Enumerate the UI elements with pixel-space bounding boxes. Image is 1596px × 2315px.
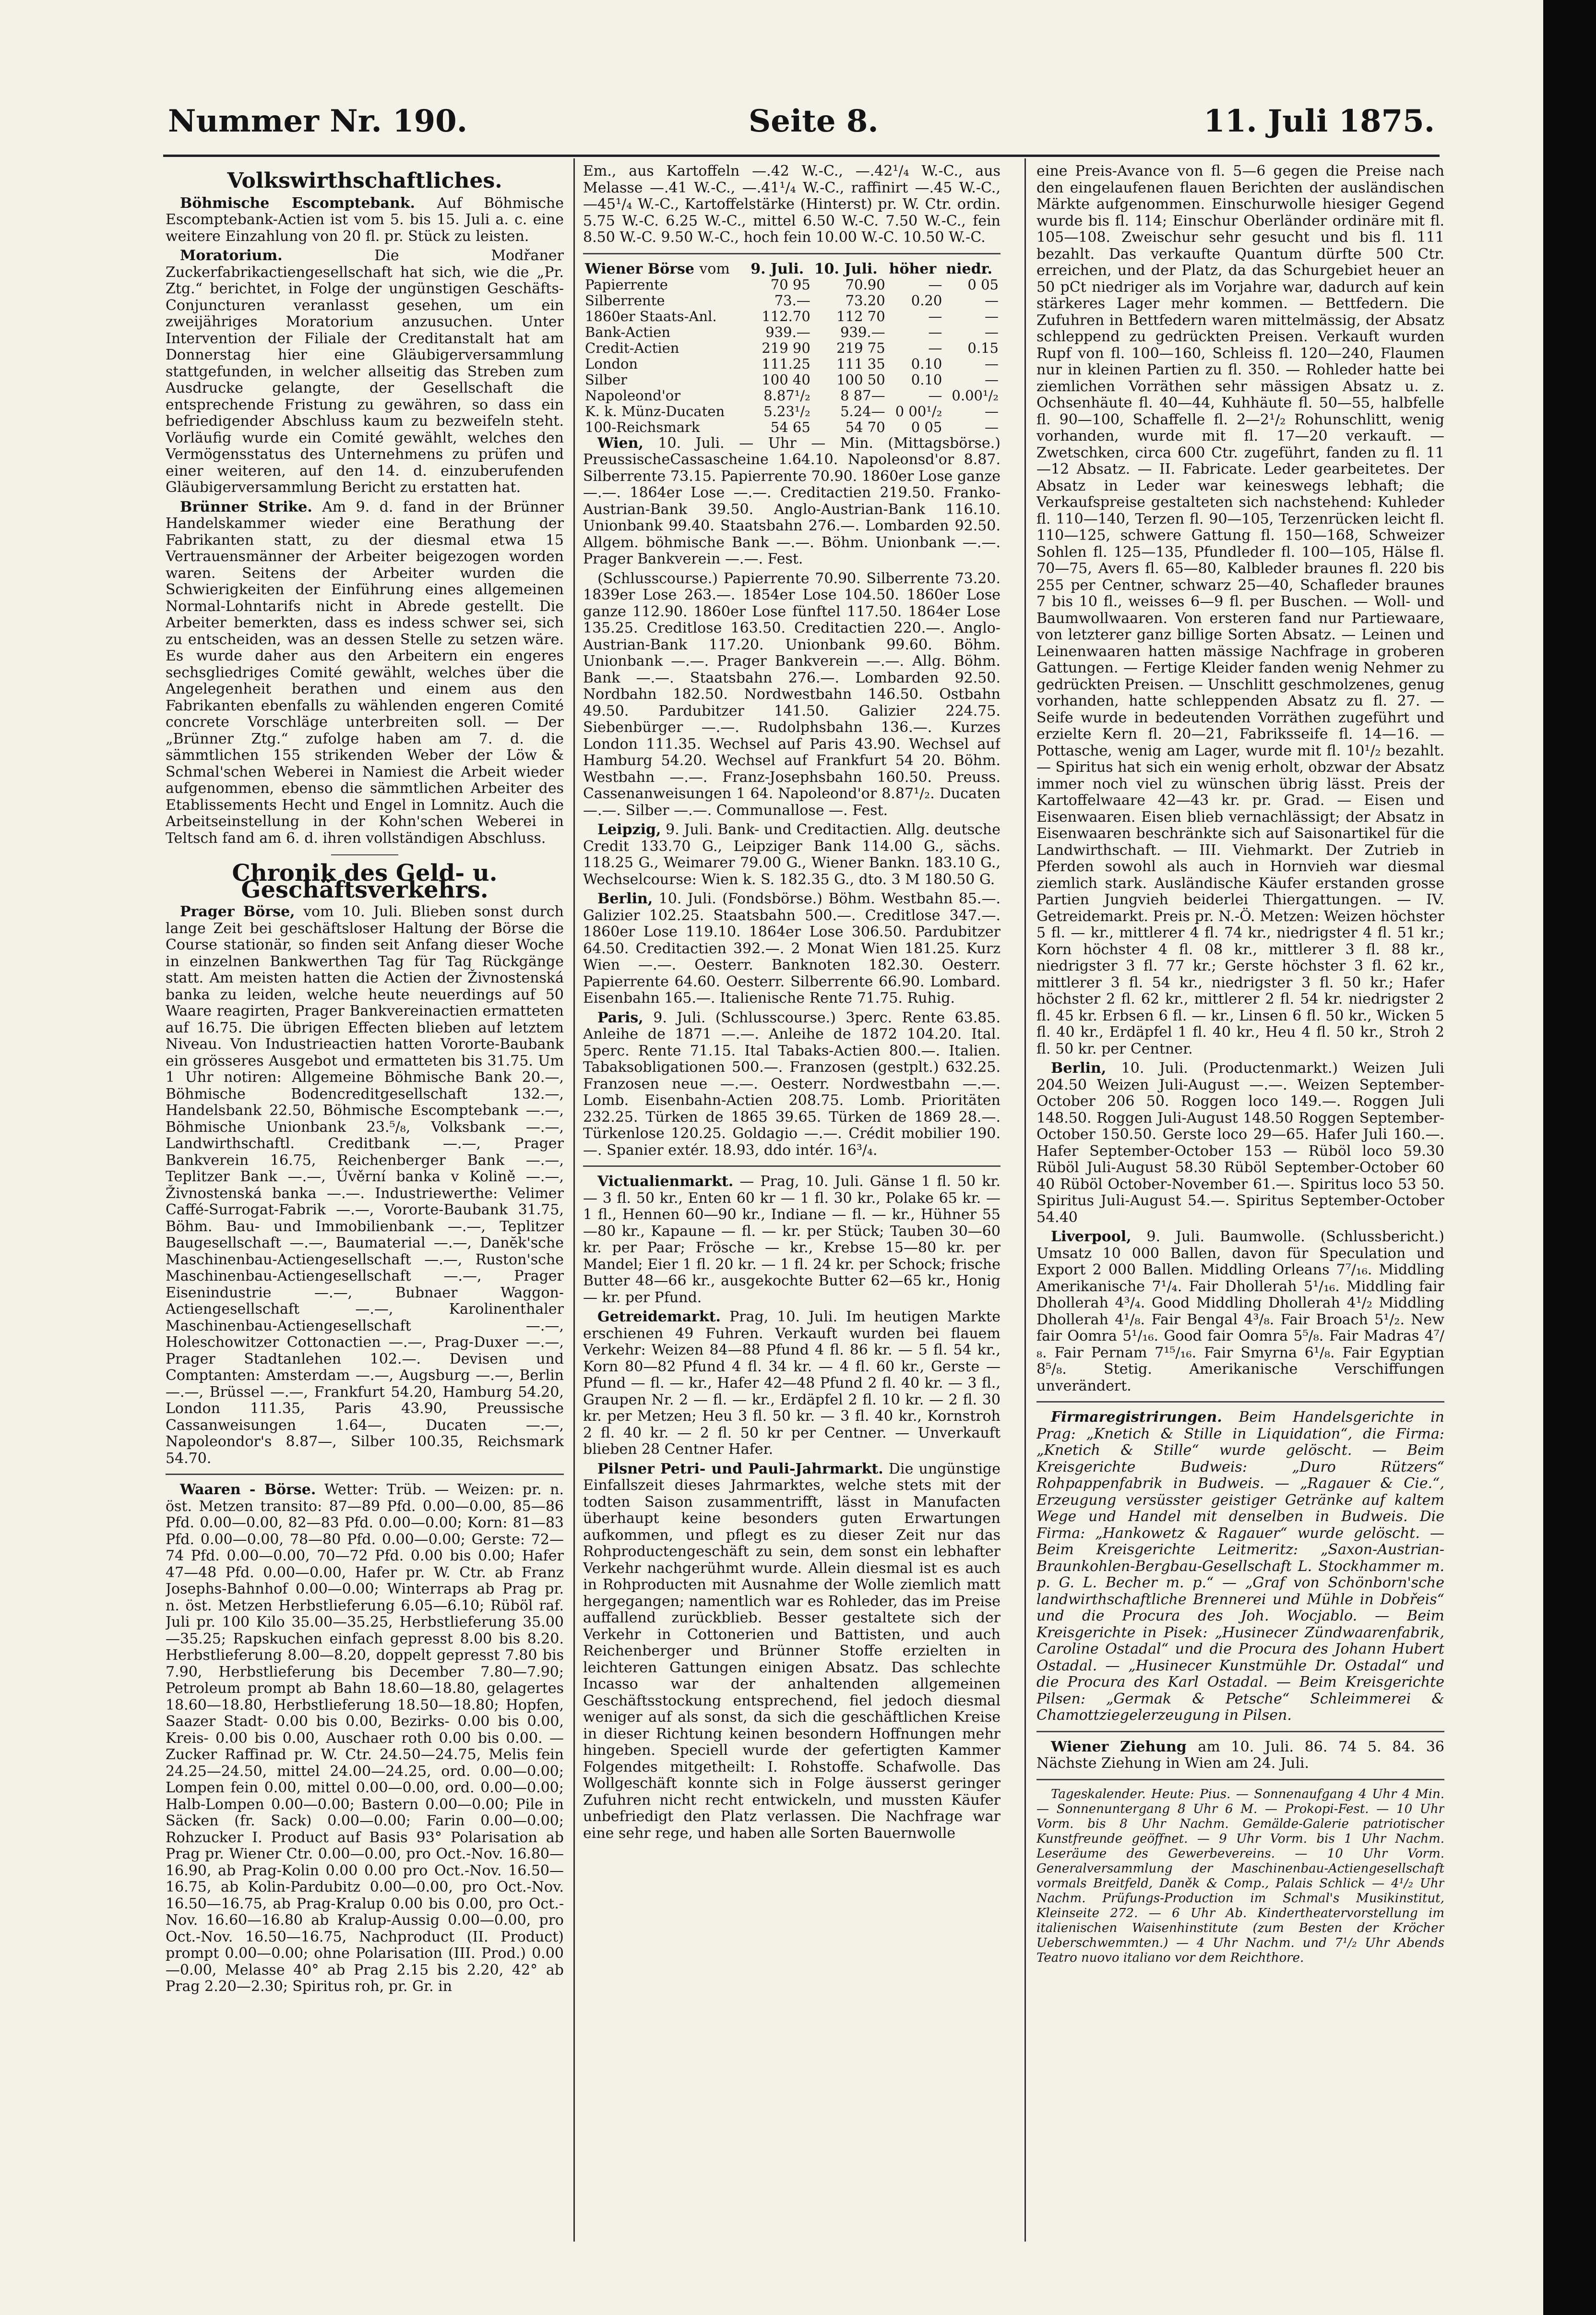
table-cell: 73.20 <box>845 292 885 309</box>
divider <box>1036 1401 1444 1403</box>
article-bruenner-strike <box>166 499 564 847</box>
article-lead: Waaren - Börse. <box>180 1481 316 1498</box>
article-leipzig <box>583 822 1000 888</box>
table-cell: 5.23¹/₂ <box>763 403 810 420</box>
table-cell: — <box>985 324 999 340</box>
article-lead: Berlin, <box>597 890 653 907</box>
table-cell: — <box>985 371 999 388</box>
article-body: Die ungünstige Einfallszeit dieses Jahrmarktes, welche stets mit der todten Saison zusammentrifft, lässt in Manufacten überhaupt keine besonders guten Erwartungen aufkommen, und pflegt es zu dieser Zeit nur das Rohproductengeschäft zu sein, dem sonst ein lebhafter Verkehr nachgerühmt wurde. Allein diesmal ist es auch in Rohproducten mit Ausnahme der Wolle ziemlich matt hergegangen; namentlich war es Rohleder, das im Preise auffallend zurückblieb. Besser gestaltete sich der Verkehr in Cottonerien und Battisten, und auch Reichenberger und Brünner Stoffe erzielten in leichteren Gattungen einigen Absatz. Das schlechte Incasso war der anhaltenden allgemeinen Geschäftsstockung entsprechend, fiel jedoch diesmal weniger auf als sonst, da sich die geschäftlichen Kreise in dieser Richtung keinen besondern Hoffnungen mehr hingeben. Speciell wurde der gefertigten Kammer Folgendes mitgetheilt: I. Rohstoffe. Schafwolle. Das Wollgeschäft konnte sich in Folge äusserst geringer Zufuhren nicht recht entwickeln, und mussten Käufer unbefriedigt den Platz verlassen. Die Nachfrage war eine sehr rege, und haben alle Sorten Bauernwolle <box>583 1460 1000 1842</box>
table-cell: — <box>985 403 999 420</box>
page-number: Seite 8. <box>749 103 879 139</box>
table-cell: 219 90 <box>762 339 810 356</box>
article-liverpool <box>1036 1229 1444 1394</box>
table-cell: 111 35 <box>836 355 885 372</box>
article-lead: Firmaregistrirungen. <box>1051 1409 1222 1426</box>
article-body: vom 10. Juli. Blieben sonst durch lange Zeit bei geschäftsloser Haltung der Börse die Course stationär, so finden seit Anfang dieser Woche in einzelnen Bankwerthen Tag für Tag Rückgänge statt. Am meisten hatten die Actien der Živnostenská banka zu leiden, welche heute neuerdings auf 50 Waare reagirten, Prager Bankvereinactien ermatteten auf 16.75. Die übrigen Effecten blieben auf letztem Niveau. Von Industrieactien hatten Vororte-Baubank ein grösseres Ausgebot und ermatteten bis 31.75. Um 1 Uhr notiren: Allgemeine Böhmische Bank 20.—, Böhmische Bodencreditgesellschaft 132.—, Handelsbank 22.50, Böhmische Escomptebank —.—, Böhmische Unionbank 23.⁵/₈, Volksbank —.—, Landwirthschaftl. Creditbank —.—, Prager Bankverein 16.75, Reichenberger Bank —.—, Teplitzer Bank —.—, Úvěrní banka v Kolině —.—, Živnostenská banka —.—. Industriewerthe: Velimer Caffé-Surrogat-Fabrik —.—, Vororte-Baubank 31.75, Böhm. Bau- und Immobilienbank —.—, Teplitzer Baugesellschaft —.—, Baumaterial —.—, Danĕk'sche Maschinenbau-Actiengesellschaft —.—, Ruston'sche Maschinenbau-Actiengesellschaft —.—, Prager Eisenindustrie —.—, Bubnaer Waggon-Actiengesellschaft —.—, Karolinenthaler Maschinenbau-Actiengesellschaft —.—, Holeschowitzer Cottonactien —.—, Prag-Duxer —.—, Prager Stadtanlehen 102.—. Devisen und Comptanten: Amsterdam —.—, Augsburg —.—, Berlin —.—, Brüssel —.—, Frankfurt 54.20, Hamburg 54.20, London 111.35, Paris 43.90, Preussische Cassanweisungen 1.64—, Ducaten —.—, Napoleondor's 8.87—, Silber 100.35, Reichsmark 54.70. <box>166 903 564 1467</box>
article-lead: Moratorium. <box>180 247 283 264</box>
column-2 <box>583 163 1000 2242</box>
article-body: am 10. Juli. 86. 74 5. 84. 36 Nächste Ziehung in Wien am 24. Juli. <box>1036 1738 1444 1772</box>
security-name: London <box>585 355 638 372</box>
divider <box>1036 1731 1444 1732</box>
table-cell: 112 70 <box>836 308 885 324</box>
article-body: 9. Juli. (Schlusscourse.) 3perc. Rente 63.85. Anleihe de 1871 —.—. Anleihe de 1872 104.20. Ital. 5perc. Rente 71.15. Ital Tabaks-Actien 800.—. Italien. Tabaksobligationen 500.—. Franzosen (gestplt.) 632.25. Franzosen neue —.—. Oesterr. Nordwestbahn —.—. Lomb. Eisenbahn-Actien 208.75. Lomb. Prioritäten 232.25. Türken de 1865 39.65. Türken de 1869 28.—. Türkenlose 120.25. Goldagio —.—. Crédit mobilier 190.—. Spanier extér. 18.93, ddo intér. 16³/₄. <box>583 1009 1000 1159</box>
article-getreidemarkt <box>583 1309 1000 1458</box>
column-header: 9. Juli. <box>750 260 804 277</box>
security-name: 1860er Staats-Anl. <box>585 308 717 324</box>
divider <box>1036 1779 1444 1780</box>
article-firmaregistrirungen <box>1036 1409 1444 1724</box>
table-cell: — <box>985 292 999 309</box>
table-cell: 100 50 <box>836 371 885 388</box>
table-cell: 70.90 <box>845 276 885 293</box>
table-cell: — <box>985 308 999 324</box>
article-body: 10. Juli. (Fondsbörse.) Böhm. Westbahn 85.—. Galizier 102.25. Staatsbahn 500.—. Creditlose 347.—. 1860er Lose 119.10. 1864er Lose 306.50. Pardubitzer 64.50. Creditactien 392.—. 2 Monat Wien 181.25. Kurz Wien —.—. Oesterr. Banknoten 182.30. Oesterr. Papierrente 64.60. Oesterr. Silberrente 66.90. Lombard. Eisenbahn 165.—. Italienische Rente 71.75. Ruhig. <box>583 890 1000 1007</box>
article-body: — Prag, 10. Juli. Gänse 1 fl. 50 kr. — 3 fl. 50 kr., Enten 60 kr — 1 fl. 30 kr., Polake 65 kr. — 1 fl., Hennen 60—90 kr., Indiane — fl. — kr., Hühner 55—80 kr., Kapaune — fl. — kr. per Stück; Tauben 30—60 kr. per Paar; Frösche — kr., Krebse 15—80 kr. per Mandel; Eier 1 fl. 20 kr. — 1 fl. 24 kr. per Schock; frische Butter 48—66 kr., ausgekochte Butter 62—65 kr., Honig — kr. per Pfund. <box>583 1173 1000 1306</box>
column-3 <box>1036 163 1444 2242</box>
table-cell: 0 05 <box>911 419 942 435</box>
article-lead: Paris, <box>597 1009 643 1026</box>
divider <box>583 1165 1000 1167</box>
table-row <box>583 404 1000 420</box>
table-cell: — <box>928 308 942 324</box>
article-pilsner-continued: eine Preis-Avance von fl. 5—6 gegen die Preise nach den eingelaufenen flauen Berichten der ausländischen Märkte aufgenommen. Einschurwolle hiesiger Gegend wurde bis fl. 114; Einschur Oberländer ordinäre mit fl. 105—108. Zweischur sehr gesucht und bis fl. 111 bezahlt. Das verkaufte Quantum dürfte 500 Ctr. erreichen, und der Platz, da das Schurgebiet heuer an 50 pCt niedriger als im Vorjahre war, dadurch auf kein stärkeres Lager mehr kommen. — Bettfedern. Die Zufuhren in Bettfedern waren mittelmässig, der Absatz schleppend zu gedrückten Preisen. Verkauft wurden Rupf von fl. 100—160, Schleiss fl. 120—240, Flaumen nur in kleinen Partien zu fl. 350. — Rohleder hatte bei ziemlichen Vorräthen sehr mässigen Absatz u. z. Ochsenhäute fl. 40—44, Kuhhäute fl. 50—55, halbfelle fl. 90—100, Schaffelle fl. 2—2¹/₂ Rohunschlitt, wenig vorhanden, wurde mit fl. 17—20 verkauft. — Zwetschken, circa 600 Ctr. zugeführt, fanden zu fl. 11—12 Absatz. — II. Fabricate. Leder gearbeitetes. Der Absatz in Leder war keineswegs lebhaft; die Verkaufspreise gestalteten sich nachstehend: Kuhleder fl. 110—140, Terzen fl. 90—105, Terzenrücken leicht fl. 110—125, schwere Gattung fl. 150—168, Schweizer Sohlen fl. 125—135, Pfundleder fl. 100—105, Hälse fl. 70—75, Avers fl. 65—80, Kalbleder braunes fl. 220 bis 255 per Centner, schwarz 25—40, Schafleder braunes 7 bis 10 fl., weisses 6—9 fl. per Buschen. — Woll- und Baumwollwaaren. Von ersteren fand nur Partiewaare, von letzterer ganz billige Sorten Absatz. — Leinen und Leinenwaaren hatten mässige Nachfrage in groberen Gattungen. — Fertige Kleider fanden wenig Nehmer zu gedrückten Preisen. — Unschlitt geschmolzenes, genug vorhanden, hatte schleppenden Absatz zu fl. 27. — Seife wurde in bedeutenden Vorräthen zugeführt und erzielte Kern fl. 20—21, Fabriksseife fl. 14—16. — Pottasche, wenig am Lager, wurde mit fl. 10¹/₂ bezahlt. — Spiritus hat sich ein wenig erholt, obzwar der Absatz immer noch viel zu wünschen übrig lässt. Preis der Kartoffelwaare 42—43 kr. pr. Grad. — Eisen und Eisenwaaren. Eisen blieb vernachlässigt; der Absatz in Eisenwaaren beschränkte sich auf Saisonartikel für die Landwirthschaft. — III. Viehmarkt. Der Zutrieb in Pferden sowohl als auch in Hornvieh war diesmal ziemlich stark. Ausländische Käufer erstanden grosse Partien Jungvieh beiderlei Thiergattungen. — IV. Getreidemarkt. Preis pr. N.-Ö. Metzen: Weizen höchster 5 fl. — kr., mittlerer 4 fl. 74 kr., niedrigster 4 fl. 51 kr.; Korn höchster 4 fl. 08 kr., mittlerer 3 fl. 88 kr., niedrigster 3 fl. 77 kr.; Gerste höchster 3 fl. 62 kr., mittlerer 3 fl. 54 kr., niedrigster 3 fl. 50 kr.; Hafer höchster 2 fl. 62 kr., mittlerer 2 fl. 54 kr. niedrigster 2 fl. 45 kr. Erbsen 6 fl. — kr., Linsen 6 fl. 50 kr., Wicken 5 fl. 40 kr., Erdäpfel 1 fl. 40 kr., Heu 4 fl. 50 kr., Stroh 2 fl. 50 kr. per Centner. <box>1036 163 1444 1057</box>
article-victualienmarkt <box>583 1174 1000 1306</box>
table-row <box>583 277 1000 293</box>
article-lead: Wien, <box>597 434 643 452</box>
article-waaren-boerse <box>166 1482 564 1995</box>
article-prager-boerse <box>166 904 564 1467</box>
table-title: Wiener Börse vom <box>585 260 730 277</box>
article-berlin-producten <box>1036 1060 1444 1226</box>
table-row <box>583 420 1000 435</box>
article-lead: Getreidemarkt. <box>597 1308 721 1325</box>
article-lead: Liverpool, <box>1051 1228 1131 1245</box>
table-cell: 0.10 <box>911 371 942 388</box>
table-cell: — <box>985 355 999 372</box>
article-lead: Victualienmarkt. <box>597 1173 734 1190</box>
article-moratorium <box>166 248 564 496</box>
article-lead: Berlin, <box>1051 1060 1107 1077</box>
table-cell: 111.25 <box>762 355 810 372</box>
table-cell: — <box>985 419 999 435</box>
article-body: Die Modřaner Zuckerfabrikactiengesellschaft hat sich, wie die „Pr. Ztg.“ berichtet, in Folge der ungünstigen Geschäfts-Conjuncturen veranlasst gesehen, um ein zweijähriges Moratorium anzusuchen. Unter Intervention der Filiale der Creditanstalt hat am Donnerstag hier eine Gläubigerversammlung stattgefunden, in welcher allseitig das Streben zum Ausdrucke gelangte, der Gesellschaft die entsprechende Fristung zu gewähren, so dass ein befriedigender Abschluss kaum zu bezweifeln steht. Vorläufig wurde ein Comité gewählt, welches den Vermögensstatus des Unternehmens zu prüfen und einer weiteren, auf den 14. d. einzuberufenden Gläubigerversammlung Bericht zu erstatten hat. <box>166 247 564 496</box>
header-rule <box>163 155 1440 157</box>
table-cell: 54 65 <box>770 419 810 435</box>
table-cell: — <box>928 324 942 340</box>
article-lead: Leipzig, <box>597 821 661 838</box>
security-name: Bank-Actien <box>585 324 671 340</box>
security-name: Napoleond'or <box>585 387 681 404</box>
table-cell: 0.00¹/₂ <box>952 387 999 404</box>
article-body: 9. Juli. Baumwolle. (Schlussbericht.) Umsatz 10 000 Ballen, davon für Speculation und Export 2 000 Ballen. Middling Orleans 7⁷/₁₆. Middling Amerikanische 7¹/₄. Fair Dhollerah 5¹/₁₆. Middling fair Dhollerah 4³/₄. Good Middling Dhollerah 4¹/₂ Middling Dhollerah 4¹/₈. Fair Bengal 4³/₈. Fair Broach 5¹/₂. New fair Oomra 5¹/₁₆. Good fair Oomra 5⁵/₈. Fair Madras 4⁷/₈. Fair Pernam 7¹⁵/₁₆. Fair Smyrna 6¹/₈. Fair Egyptian 8⁵/₈. Stetig. Amerikanische Verschiffungen unverändert. <box>1036 1228 1444 1394</box>
article-body: 9. Juli. Bank- und Creditactien. Allg. deutsche Credit 133.70 G., Leipziger Bank 114.00 G., sächs. 118.25 G., Weimarer 79.00 G., Wiener Bankn. 183.10 G., Wechselcourse: Wien k. S. 182.35 G., dto. 3 M 180.50 G. <box>583 821 1000 888</box>
article-body: Prag, 10. Juli. Im heutigen Markte erschienen 49 Fuhren. Verkauft wurden bei flauem Verkehr: Weizen 84—88 Pfund 4 fl. 86 kr. — 5 fl. 54 kr., Korn 80—82 Pfund 4 fl. 34 kr. — 4 fl. 60 kr., Gerste — Pfund — fl. — kr., Hafer 42—48 Pfund 2 fl. 40 kr. — 3 fl., Graupen Nr. 2 — fl. — kr., Erdäpfel 2 fl. 10 kr. — 2 fl. 30 kr. per Metzen; Heu 3 fl. 50 kr. — 3 fl. 40 kr., Kornstroh 2 fl. 40 kr. — 2 fl. 50 kr per Centner. — Unverkauft blieben 28 Centner Hafer. <box>583 1308 1000 1458</box>
security-name: Credit-Actien <box>585 339 679 356</box>
table-cell: 8 87— <box>840 387 885 404</box>
page-header <box>168 103 1435 151</box>
article-lead: Brünner Strike. <box>180 498 312 516</box>
table-row <box>583 356 1000 372</box>
article-lead: Prager Börse, <box>180 903 295 920</box>
table-cell: 112.70 <box>762 308 810 324</box>
security-name: K. k. Münz-Ducaten <box>585 403 725 420</box>
article-lead: Böhmische Escomptebank. <box>180 194 416 212</box>
column-header: niedr. <box>946 260 993 277</box>
article-body: Auf Böhmische Escomptebank-Actien ist vom 5. bis 15. Juli a. c. eine weitere Einzahlung von 20 fl. pr. Stück zu leisten. <box>166 194 564 245</box>
article-escomptebank <box>166 195 564 245</box>
section-title-volkswirthschaft: Volkswirthschaftliches. <box>227 168 502 193</box>
table-cell: — <box>928 387 942 404</box>
table-cell: 0 05 <box>967 276 999 293</box>
table-cell: — <box>928 276 942 293</box>
divider <box>583 253 1000 254</box>
table-cell: 0 00¹/₂ <box>895 403 942 420</box>
divider <box>166 1474 564 1475</box>
table-row <box>583 324 1000 340</box>
table-cell: 54 70 <box>845 419 885 435</box>
article-lead: Pilsner Petri- und Pauli-Jahrmarkt. <box>597 1460 883 1477</box>
table-row <box>583 340 1000 356</box>
article-wiener-ziehung <box>1036 1739 1444 1772</box>
table-cell: 219 75 <box>836 339 885 356</box>
column-header: 10. Juli. <box>814 260 878 277</box>
section-title-chronik: Chronik des Geld- u. Geschäftsverkehrs. <box>232 860 498 903</box>
page-edge-shadow <box>1543 0 1596 2315</box>
article-spiritus-continued: Em., aus Kartoffeln —.42 W.-C., —.42¹/₄ W.-C., aus Melasse —.41 W.-C., —.41¹/₄ W.-C., raffinirt —.45 W.-C., —45¹/₄ W.-C., Kartoffelstärke (Hinterst) pr. W. Ctr. ordin. 5.75 W.-C. 6.25 W.-C., mittel 6.50 W.-C. 7.50 W.-C., fein 8.50 W.-C. 9.50 W.-C., hoch fein 10.00 W.-C. 10.50 W.-C. <box>583 163 1000 246</box>
table-cell: 70 95 <box>770 276 810 293</box>
table-cell: 0.20 <box>911 292 942 309</box>
table-cell: 0.10 <box>911 355 942 372</box>
article-body: Beim Handelsgerichte in Prag: „Knetich & Stille in Liquidation“, die Firma: „Knetich & Stille“ wurde gelöscht. — Beim Kreisgerichte Budweis: „Duro Rützers“ Rohpappenfabrik in Budweis. — „Ragauer & Cie.“, Erzeugung versüsster geistiger Getränke auf kaltem Wege und Handel mit denselben in Budweis. Die Firma: „Hankowetz & Ragauer“ wurde gelöscht. — Beim Kreisgerichte Leitmeritz: „Saxon-Austrian-Braunkohlen-Bergbau-Gesellschaft L. Stockhammer m. p. G. L. Becher m. p.“ — „Graf von Schönborn'sche landwirthschaftliche Brennerei und Mühle in Dobřeis“ und die Procura des Joh. Wocjablo. — Beim Kreisgerichte in Pisek: „Husinecer Zündwaarenfabrik, Caroline Ostadal“ und die Procura des Johann Hubert Ostadal. — „Husinecer Kunstmühle Dr. Ostadal“ und die Procura des Karl Ostadal. — Beim Kreisgerichte Pilsen: „Germak & Petsche“ Schleimmerei & Chamottziegelerzeugung in Pilsen. <box>1036 1409 1444 1724</box>
divider <box>331 854 398 855</box>
article-wien-schluss: (Schlusscourse.) Papierrente 70.90. Silberrente 73.20. 1839er Lose 263.—. 1854er Lose 104.50. 1860er Lose ganze 112.90. 1860er Lose fünftel 117.50. 1864er Lose 135.25. Creditlose 163.50. Creditactien 220.—. Anglo-Austrian-Bank 117.20. Unionbank 99.60. Böhm. Unionbank —.—. Prager Bankverein —.—. Allg. Böhm. Bank —.—. Staatsbahn 276.—. Lombarden 92.50. Nordbahn 182.50. Nordwestbahn 146.50. Ostbahn 49.50. Pardubitzer 141.50. Galizier 224.75. Siebenbürger —.—. Rudolphsbahn 136.—. Kurzes London 111.35. Wechsel auf Paris 43.90. Wechsel auf Hamburg 54.20. Wechsel auf Frankfurt 54 20. Böhm. Westbahn —.—. Franz-Josephsbahn 160.50. Preuss. Cassenanweisungen 1 64. Napoleond'or 8.87¹/₂. Ducaten —.—. Silber —.—. Communallose —. Fest. <box>583 570 1000 819</box>
table-header-row <box>583 261 1000 277</box>
table-cell: 0.15 <box>967 339 999 356</box>
article-body: Am 9. d. fand in der Brünner Handelskammer wieder eine Berathung der Fabrikanten statt, zu der diesmal etwa 15 Vertrauensmänner der Arbeiter beigezogen worden waren. Seitens der Arbeiter wurden die Schwierigkeiten der Einführung eines allgemeinen Normal-Lohntarifs nicht in Abrede gestellt. Die Arbeiter bemerkten, dass es indess schwer sei, sich zu entscheiden, was an dessen Stelle zu setzen wäre. Es wurde daher aus den Arbeitern ein engeres sechsgliedriges Comité gewählt, welches über die Angelegenheit berathen und einem aus den Fabrikanten ebenfalls zu wählenden engeren Comité concrete Vorschläge unterbreiten soll. — Der „Brünner Ztg.“ zufolge haben am 7. d. die sämmtlichen 155 strikenden Weber der Löw & Schmal'schen Weberei in Namiest die Arbeit wieder aufgenommen, ebenso die sämmtlichen Arbeiter des Etablissements Hecht und Engel in Lomnitz. Auch die Arbeitseinstellung in der Kohn'schen Weberei in Teltsch fand am 6. d. ihren vollständigen Abschluss. <box>166 498 564 847</box>
table-row <box>583 388 1000 404</box>
wiener-boerse-table <box>583 261 1000 435</box>
security-name: Silberrente <box>585 292 665 309</box>
table-cell: — <box>928 339 942 356</box>
security-name: 100-Reichsmark <box>585 419 700 435</box>
table-row <box>583 293 1000 309</box>
table-cell: 100 40 <box>762 371 810 388</box>
article-body: 10. Juli. (Productenmarkt.) Weizen Juli 204.50 Weizen Juli-August —.—. Weizen September-October 206 50. Roggen loco 149.—. Roggen Juli 148.50. Roggen Juli-August 148.50 Roggen September-October 150.50. Gerste loco 29—65. Hafer Juli 160.—. Hafer September-October 153 — Rüböl loco 59.30 Rüböl Juli-August 58.30 Rüböl September-October 60 40 Rüböl October-November 61.—. Spiritus loco 53 50. Spiritus Juli-August 54.—. Spiritus September-October 54.40 <box>1036 1060 1444 1226</box>
article-body: 10. Juli. — Uhr — Min. (Mittagsbörse.) PreussischeCassascheine 1.64.10. Napoleonsd'or 8.87. Silberrente 73.15. Papierrente 70.90. 1860er Lose ganze —.—. 1864er Lose —.—. Creditactien 219.50. Franko-Austrian-Bank 39.50. Anglo-Austrian-Bank 116.10. Unionbank 99.40. Staatsbahn 276.—. Lombarden 92.50. Allgem. böhmische Bank —.—. Böhm. Unionbank —.—. Prager Bankverein —.—. Fest. <box>583 434 1000 567</box>
article-body: Wetter: Trüb. — Weizen: pr. n. öst. Metzen transito: 87—89 Pfd. 0.00—0.00, 85—86 Pfd. 0.00—0.00, 82—83 Pfd. 0.00—0.00; Korn: 81—83 Pfd. 0.00—0.00, 78—80 Pfd. 0.00—0.00; Gerste: 72—74 Pfd. 0.00—0.00, 70—72 Pfd. 0.00 bis 0.00; Hafer 47—48 Pfd. 0.00—0.00, Hafer pr. W. Ctr. ab Franz Josephs-Bahnhof 0.00—0.00; Winterraps ab Prag pr. n. öst. Metzen Herbstlieferung 6.05—6.10; Rüböl raf. Juli pr. 100 Kilo 35.00—35.25, Herbstlieferung 35.00—35.25; Rapskuchen einfach gepresst 8.00 bis 8.20. Herbstlieferung 8.00—8.20, doppelt gepresst 7.80 bis 7.90, Herbstlieferung bis December 7.80—7.90; Petroleum prompt ab Bahn 18.60—18.80, gelagertes 18.60—18.80, Herbstlieferung 18.50—18.80; Hopfen, Saazer Stadt- 0.00 bis 0.00, Bezirks- 0.00 bis 0.00, Kreis- 0.00 bis 0.00, Auschaer roth 0.00 bis 0.00. — Zucker Raffinad pr. W. Ctr. 24.50—24.75, Melis fein 24.25—24.50, mittel 24.00—24.25, ord. 0.00—0.00; Lompen fein 0.00, mittel 0.00—0.00, ord. 0.00—0.00; Halb-Lompen 0.00—0.00; Bastern 0.00—0.00; Pile in Säcken (fr. Sack) 0.00—0.00; Farin 0.00—0.00; Rohzucker I. Product auf Basis 93° Polarisation ab Prag pr. Wiener Ctr. 0.00—0.00, pro Oct.-Nov. 16.80—16.90, ab Prag-Kolin 0.00 0.00 pro Oct.-Nov. 16.50—16.75, ab Kolin-Pardubitz 0.00—0.00, pro Oct.-Nov. 16.50—16.75, ab Prag-Kralup 0.00 bis 0.00, pro Oct.-Nov. 16.60—16.80 ab Kralup-Aussig 0.00—0.00, pro Oct.-Nov. 16.50—16.75, Nachproduct (II. Product) prompt 0.00—0.00; ohne Polarisation (III. Prod.) 0.00—0.00, Melasse 40° ab Prag 2.15 bis 2.20, 42° ab Prag 2.20—2.30; Spiritus roh, pr. Gr. in <box>166 1481 564 1995</box>
article-paris <box>583 1010 1000 1159</box>
column-separator <box>1024 158 1026 2242</box>
table-cell: 8.87¹/₂ <box>763 387 810 404</box>
security-name: Silber <box>585 371 628 388</box>
table-cell: 939.— <box>765 324 810 340</box>
table-row <box>583 309 1000 324</box>
issue-number: Nummer Nr. 190. <box>168 103 467 139</box>
column-header: höher <box>889 260 937 277</box>
article-berlin <box>583 891 1000 1007</box>
table-row <box>583 372 1000 388</box>
table-cell: 73.— <box>774 292 810 309</box>
article-lead: Wiener Ziehung <box>1051 1738 1187 1755</box>
column-1 <box>166 163 564 2242</box>
article-tageskalender: Tageskalender. Heute: Pius. — Sonnenaufgang 4 Uhr 4 Min. — Sonnenuntergang 8 Uhr 6 M. — Prokopi-Fest. — 10 Uhr Vorm. bis 8 Uhr Nachm. Gemälde-Galerie patriotischer Kunstfreunde geöffnet. — 9 Uhr Vorm. bis 1 Uhr Nachm. Leseräume des Gewerbevereins. — 10 Uhr Vorm. Generalversammlung der Maschinenbau-Actiengesellschaft vormals Breitfeld, Daněk & Comp., Palais Schlick — 4¹/₂ Uhr Nachm. Prüfungs-Production im Schmal's Musikinstitut, Kleinseite 272. — 6 Uhr Ab. Kindertheatervorstellung im italienischen Waisenhinstitute (zum Besten der Kröcher Ueberschwemmten.) — 4 Uhr Nachm. und 7¹/₂ Uhr Abends Teatro nuovo italiano vor dem Reichthore. <box>1036 1787 1444 1965</box>
table-cell: 939.— <box>840 324 885 340</box>
issue-date: 11. Juli 1875. <box>1203 103 1435 139</box>
article-wien <box>583 435 1000 568</box>
article-pilsner-jahrmarkt <box>583 1461 1000 1842</box>
table-cell: 5.24— <box>840 403 885 420</box>
security-name: Papierrente <box>585 276 668 293</box>
column-separator <box>573 158 575 2242</box>
